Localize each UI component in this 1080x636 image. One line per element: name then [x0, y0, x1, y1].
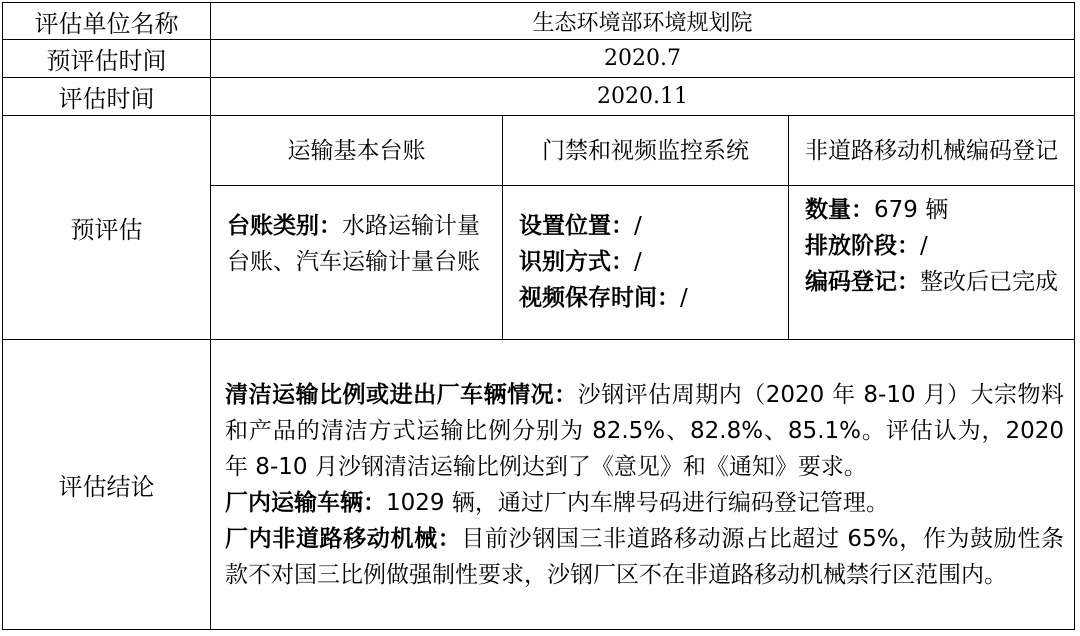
unit-value: 生态环境部环境规划院 [211, 3, 1075, 40]
gate-video-cell [503, 186, 789, 340]
identify-key: 识别方式： [519, 249, 634, 275]
ledger-cell [211, 186, 503, 340]
identify-value: / [634, 249, 642, 275]
ledger-type-value: 水路运输计量台账、汽车运输计量台账 [227, 213, 480, 275]
eval-time-label: 评估时间 [3, 78, 211, 116]
emission-stage-value: / [920, 233, 928, 259]
location-value: / [634, 213, 642, 239]
clean-transport-text: 沙钢评估周期内（2020 年 8-10 月）大宗物料和产品的清洁方式运输比例分别为 82.5%、82.8%、85.1%。评估认为，2020 年 8-10 月沙钢清洁运输比例达到了《意见》和《通知》要求。 [225, 381, 1064, 480]
non-road-machinery-key: 厂内非道路移动机械： [225, 525, 462, 552]
code-register-value: 整改后已完成 [920, 269, 1058, 295]
quantity-value: 679 辆 [874, 197, 949, 223]
unit-label: 评估单位名称 [3, 3, 211, 40]
video-keep-value: / [680, 285, 688, 311]
conclusion-cell [211, 340, 1075, 630]
pre-eval-time-label: 预评估时间 [3, 40, 211, 78]
video-keep-key: 视频保存时间： [519, 285, 680, 311]
quantity-key: 数量： [805, 197, 874, 223]
in-plant-vehicles-text: 1029 辆，通过厂内车牌号码进行编码登记管理。 [386, 489, 889, 516]
eval-time-value: 2020.11 [211, 78, 1075, 116]
evaluation-table [2, 2, 1075, 630]
conclusion-label: 评估结论 [3, 340, 211, 630]
col1-header: 运输基本台账 [211, 116, 503, 186]
col3-header: 非道路移动机械编码登记 [789, 116, 1075, 186]
pre-eval-label: 预评估 [3, 116, 211, 340]
pre-eval-time-value: 2020.7 [211, 40, 1075, 78]
location-key: 设置位置： [519, 213, 634, 239]
emission-stage-key: 排放阶段： [805, 233, 920, 259]
in-plant-vehicles-key: 厂内运输车辆： [225, 489, 386, 516]
non-road-machinery-text: 目前沙钢国三非道路移动源占比超过 65%，作为鼓励性条款不对国三比例做强制性要求，沙钢厂区不在非道路移动机械禁行区范围内。 [225, 525, 1064, 588]
clean-transport-key: 清洁运输比例或进出厂车辆情况： [225, 381, 578, 408]
machinery-cell [789, 186, 1075, 340]
code-register-key: 编码登记： [805, 269, 920, 295]
col2-header: 门禁和视频监控系统 [503, 116, 789, 186]
ledger-type-key: 台账类别： [227, 213, 342, 239]
